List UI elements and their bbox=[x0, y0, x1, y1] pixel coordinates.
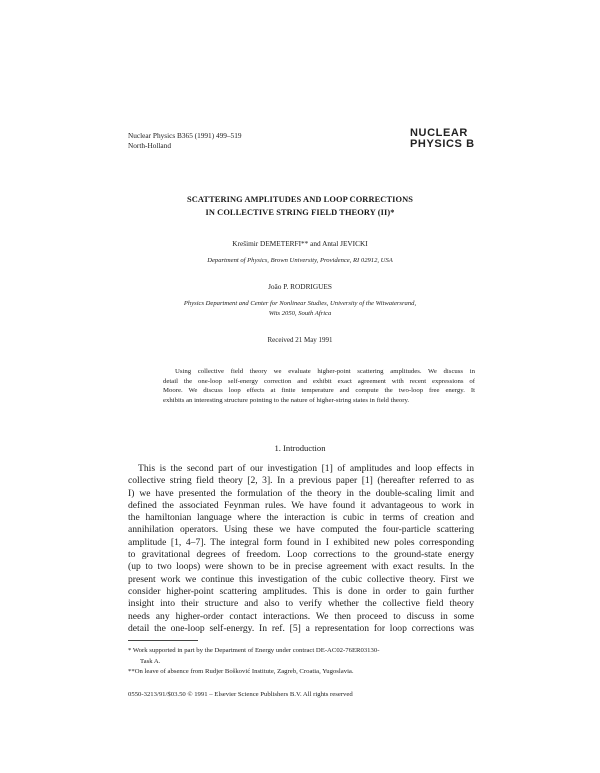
body-line: amplitude [1, 4–7]. The integral form found in I exhibited new poles corresponding bbox=[128, 536, 474, 548]
journal-logo-line2: PHYSICS B bbox=[410, 138, 475, 150]
abstract-line: Moore. We discuss loop effects at finite temperature and compute the two-loop free energy. It bbox=[163, 387, 475, 395]
body-line: needs any higher-order contact interactions. We then proceed to discuss in some bbox=[128, 610, 474, 622]
footnote-1-mark: * bbox=[128, 647, 132, 654]
paper-title-line1: SCATTERING AMPLITUDES AND LOOP CORRECTIONS bbox=[186, 195, 414, 204]
abstract-line: detail the one-loop self-energy correction and exhibit exact agreement with recent expressions of bbox=[163, 377, 475, 385]
body-line: This is the second part of our investigation [1] of amplitudes and loop effects in bbox=[138, 463, 474, 474]
footnote-2 bbox=[128, 667, 474, 678]
section-heading: 1. Introduction bbox=[274, 443, 326, 453]
author-group-1: Krešimir DEMETERFI** and Antal JEVICKI bbox=[232, 239, 368, 248]
footnotes bbox=[128, 646, 474, 678]
body-line: detail the one-loop self-energy. In ref. [5] a representation for loop corrections was bbox=[128, 622, 474, 634]
abstract-line: Using collective field theory we evaluate higher-point scattering amplitudes. We discuss in bbox=[175, 368, 475, 375]
body-paragraph bbox=[128, 463, 474, 635]
journal-publisher: North-Holland bbox=[128, 141, 171, 150]
footnote-2-mark: ** bbox=[128, 668, 135, 675]
copyright-line: 0550-3213/91/$03.50 © 1991 – Elsevier Science Publishers B.V. All rights reserved bbox=[128, 691, 353, 698]
body-line: insight into their structure and also to verify whether the collective field theory bbox=[128, 598, 474, 610]
journal-citation: Nuclear Physics B365 (1991) 499–519 bbox=[128, 131, 242, 140]
footnote-rule bbox=[128, 640, 198, 641]
affiliation-2-line2: Wits 2050, South Africa bbox=[268, 310, 332, 317]
received-date: Received 21 May 1991 bbox=[267, 336, 333, 344]
journal-logo-line1: NUCLEAR bbox=[410, 127, 468, 139]
footnote-1-text: Work supported in part by the Department of Energy under contract DE-AC02-76ER03130- bbox=[132, 647, 380, 654]
paper-title-line2: IN COLLECTIVE STRING FIELD THEORY (II)* bbox=[205, 207, 395, 217]
body-line: defined the associated Feynman rules. We have found it advantageous to work in bbox=[128, 499, 474, 511]
body-line: to gravitational degrees of freedom. Loop corrections to the ground-state energy bbox=[128, 549, 474, 561]
body-line: present work we continue this investigation of the cubic collective theory. First we bbox=[128, 573, 474, 585]
footnote-1 bbox=[128, 646, 474, 657]
body-line: annihilation operators. Using these we have computed the four-particle scattering bbox=[128, 524, 474, 536]
abstract bbox=[163, 367, 475, 405]
body-line: (up to two loops) were shown to be in precise agreement with exact results. In the bbox=[128, 561, 474, 573]
affiliation-2 bbox=[90, 299, 510, 319]
body-line: consider higher-point scattering amplitudes. This is done in order to gain further bbox=[128, 585, 474, 597]
abstract-line: exhibits an interesting structure pointing to the nature of higher-string states in field theory. bbox=[163, 396, 410, 404]
journal-header bbox=[128, 131, 242, 151]
affiliation-1-line1: Department of Physics, Brown University, Providence, RI 02912, USA bbox=[207, 257, 393, 264]
affiliation-2-line1: Physics Department and Center for Nonlinear Studies, University of the Witwatersrand, bbox=[183, 300, 417, 307]
body-line: I) we have presented the formulation of the theory in the double-scaling limit and bbox=[128, 487, 474, 499]
affiliation-1 bbox=[90, 256, 510, 266]
footnote-2-text: On leave of absence from Rudjer Bošković Institute, Zagreb, Croatia, Yugoslavia. bbox=[134, 668, 354, 675]
body-line: collective string field theory [2, 3]. In a previous paper [1] (hereafter referred to as bbox=[128, 475, 474, 487]
journal-logo bbox=[410, 128, 475, 150]
footnote-1-continuation: Task A. bbox=[140, 657, 161, 665]
paper-title bbox=[100, 194, 500, 219]
body-line: the hamiltonian language where the interaction is cubic in terms of creation and bbox=[128, 512, 474, 524]
author-group-2: João P. RODRIGUES bbox=[268, 282, 332, 291]
